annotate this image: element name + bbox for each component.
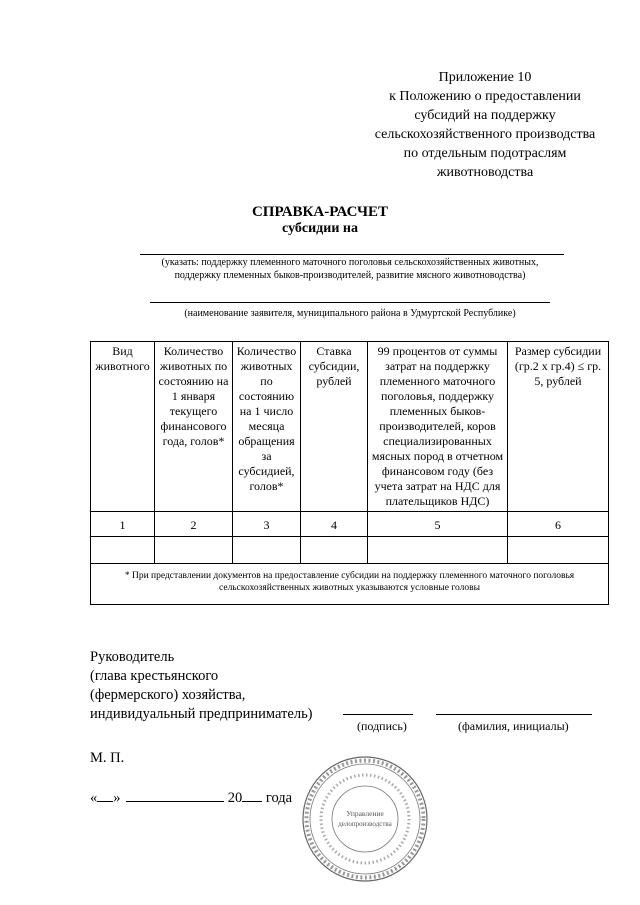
signatory-line: (глава крестьянского — [90, 668, 219, 684]
stamp-inner-ring — [332, 786, 398, 852]
stamp-center-text-line: Управление — [346, 809, 384, 818]
purpose-hint — [120, 256, 580, 282]
header-cell: Количество животных по состоянию на 1 число месяца обращения за субсидией, голов* — [233, 342, 301, 512]
calculation-table — [90, 341, 609, 605]
name-caption: (фамилия, инициалы) — [458, 719, 569, 733]
stamp-center-text-line: делопроизводства — [338, 820, 392, 828]
year-suffix: года — [265, 790, 293, 806]
data-entry-row — [91, 537, 609, 564]
year-fill[interactable] — [242, 788, 262, 802]
purpose-hint-line: поддержку племенных быков-производителей, развитие мясного животноводства) — [174, 270, 526, 281]
appendix-block — [350, 68, 620, 182]
signatory-block — [90, 648, 313, 724]
signatory-line: (фермерского) хозяйства, — [90, 687, 246, 703]
footnote-row — [91, 564, 609, 605]
document-subtitle: субсидии на — [282, 221, 358, 236]
column-number: 6 — [508, 512, 609, 537]
header-row — [91, 342, 609, 512]
signature-fill-line[interactable] — [343, 714, 413, 715]
header-cell: 99 процентов от суммы затрат на поддержку племенного маточного поголовья, поддержку племенных быков-производителей, коров специализированных мясных пород в отчетном финансовом году (без учета затрат на НДС для плательщиков НДС) — [368, 342, 508, 512]
document-title: СПРАВКА-РАСЧЕТ — [251, 204, 389, 220]
footnote: * При представлении документов на предоставление субсидии на поддержку племенного маточного поголовья сельскохозяйственных животных указываются условные головы — [91, 564, 609, 605]
purpose-fill-line[interactable] — [140, 254, 564, 255]
applicant-hint: (наименование заявителя, муниципального района в Удмуртской Республике) — [184, 308, 516, 319]
appendix-line: по отдельным подотраслям — [403, 146, 567, 161]
appendix-line: Приложение 10 — [438, 70, 532, 85]
appendix-line: сельскохозяйственного производства — [374, 127, 596, 142]
entry-cell[interactable] — [91, 537, 155, 564]
applicant-fill-line[interactable] — [150, 302, 550, 303]
entry-cell[interactable] — [233, 537, 301, 564]
signature-caption: (подпись) — [357, 719, 407, 733]
signatory-line: Руководитель — [90, 649, 175, 665]
header-cell: Размер субсидии (гр.2 x гр.4) ≤ гр. 5, рублей — [508, 342, 609, 512]
date-open-quote: « — [90, 790, 98, 806]
appendix-line: к Положению о предоставлении — [389, 89, 581, 104]
purpose-hint-line: (указать: поддержку племенного маточного поголовья сельскохозяйственных животных, — [161, 257, 539, 268]
column-number: 4 — [301, 512, 368, 537]
seal-place-label: М. П. — [90, 750, 125, 766]
day-fill[interactable] — [97, 788, 113, 802]
signatory-line: индивидуальный предприниматель) — [90, 706, 313, 722]
header-cell: Ставка субсидии, рублей — [301, 342, 368, 512]
stamp-inner-lettering-band — [321, 775, 409, 863]
column-number: 3 — [233, 512, 301, 537]
month-fill[interactable] — [126, 788, 224, 802]
date-line — [90, 788, 292, 807]
entry-cell[interactable] — [368, 537, 508, 564]
stamp-lettering-band — [307, 761, 424, 878]
header-cell: Вид животного — [91, 342, 155, 512]
name-fill-line[interactable] — [436, 714, 592, 715]
year-prefix: 20 — [227, 790, 243, 806]
stamp-middle-ring — [310, 764, 420, 874]
entry-cell[interactable] — [508, 537, 609, 564]
header-cell: Количество животных по состоянию на 1 января текущего финансового года, голов* — [155, 342, 233, 512]
appendix-line: субсидий на поддержку — [414, 108, 556, 123]
date-close-quote: » — [113, 790, 121, 806]
column-number: 5 — [368, 512, 508, 537]
column-number: 2 — [155, 512, 233, 537]
entry-cell[interactable] — [301, 537, 368, 564]
entry-cell[interactable] — [155, 537, 233, 564]
column-number: 1 — [91, 512, 155, 537]
column-number-row — [91, 512, 609, 537]
official-stamp — [300, 754, 430, 884]
appendix-line: животноводства — [436, 165, 534, 180]
